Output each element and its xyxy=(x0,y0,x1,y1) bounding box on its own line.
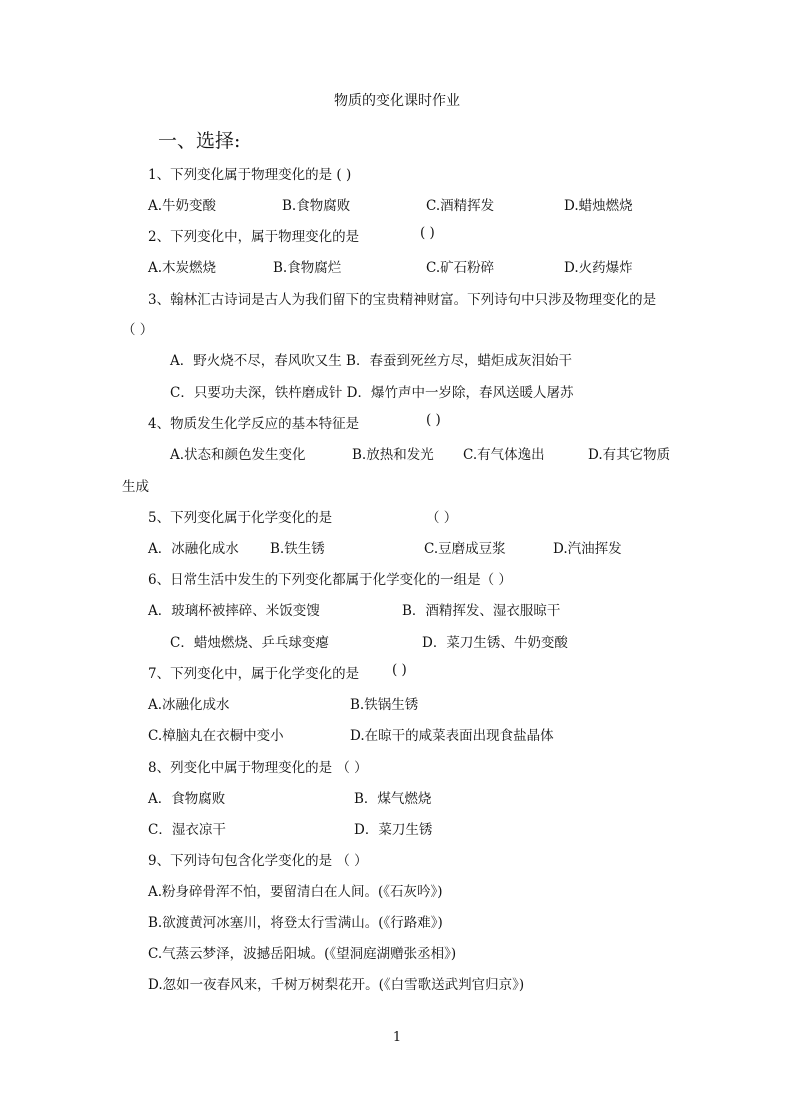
q8-option-d: D．菜刀生锈 xyxy=(354,822,433,838)
q5-option-c: C.豆磨成豆浆 xyxy=(424,541,506,557)
q8-option-c: C．湿衣凉干 xyxy=(148,822,226,838)
q7-option-c: C.樟脑丸在衣橱中变小 xyxy=(148,728,284,744)
question-5-stem: 5、下列变化属于化学变化的是 xyxy=(148,510,333,526)
q9-option-d: D.忽如一夜春风来，千树万树梨花开。(《白雪歌送武判官归京》) xyxy=(148,977,525,993)
q9-option-b: B.欲渡黄河冰塞川，将登太行雪满山。(《行路难》) xyxy=(148,915,443,931)
q9-option-c: C.气蒸云梦泽，波撼岳阳城。(《望洞庭湖赠张丞相》) xyxy=(148,946,457,962)
q4-option-c: C.有气体逸出 xyxy=(463,447,545,463)
q1-option-d: D.蜡烛燃烧 xyxy=(564,198,633,214)
q2-option-d: D.火药爆炸 xyxy=(564,260,633,276)
q2-option-c: C.矿石粉碎 xyxy=(426,260,495,276)
q6-option-c: C．蜡烛燃烧、乒乓球变瘪 xyxy=(170,635,329,651)
question-1-stem: 1、下列变化属于物理变化的是 ( ) xyxy=(148,167,352,183)
question-9-stem: 9、下列诗句包含化学变化的是 （ ） xyxy=(148,853,368,869)
q8-option-b: B．煤气燃烧 xyxy=(354,791,432,807)
q7-option-d: D.在晾干的咸菜表面出现食盐晶体 xyxy=(350,728,554,744)
q4-option-d: D.有其它物质 xyxy=(588,447,671,463)
q1-option-b: B.食物腐败 xyxy=(282,198,351,214)
document-title: 物质的变化课时作业 xyxy=(334,93,460,109)
question-7-stem: 7、下列变化中，属于化学变化的是 xyxy=(148,666,360,682)
q8-option-a: A．食物腐败 xyxy=(148,791,226,807)
q1-option-c: C.酒精挥发 xyxy=(426,198,495,214)
q2-option-b: B.食物腐烂 xyxy=(273,260,342,276)
question-3-stem: 3、翰林汇古诗词是古人为我们留下的宝贵精神财富。下列诗句中只涉及物理变化的是 xyxy=(148,292,657,308)
q5-option-d: D.汽油挥发 xyxy=(553,541,622,557)
question-6-stem: 6、日常生活中发生的下列变化都属于化学变化的一组是（ ） xyxy=(148,572,512,588)
question-4-answer-paren: ( ) xyxy=(426,412,441,428)
q5-option-a: A．冰融化成水 xyxy=(148,541,239,557)
question-5-answer-paren: （ ） xyxy=(426,510,458,526)
section-heading: 一、选择: xyxy=(158,130,241,152)
question-7-answer-paren: ( ) xyxy=(392,662,407,678)
page-number: 1 xyxy=(392,1030,402,1045)
q6-option-a: A．玻璃杯被摔碎、米饭变馊 xyxy=(148,603,320,619)
q6-option-b: B．酒精挥发、湿衣服晾干 xyxy=(402,603,561,619)
q1-option-a: A.牛奶变酸 xyxy=(148,198,217,214)
question-8-stem: 8、列变化中属于物理变化的是 （ ） xyxy=(148,760,368,776)
q4-option-a: A.状态和颜色发生变化 xyxy=(170,447,306,463)
question-2-stem: 2、下列变化中，属于物理变化的是 xyxy=(148,229,360,245)
q5-option-b: B.铁生锈 xyxy=(270,541,325,557)
q4-option-b: B.放热和发光 xyxy=(352,447,434,463)
question-3-answer-paren: （ ） xyxy=(122,322,154,338)
question-4-stem: 4、物质发生化学反应的基本特征是 xyxy=(148,416,360,432)
q6-option-d: D．菜刀生锈、牛奶变酸 xyxy=(422,635,568,651)
q9-option-a: A.粉身碎骨浑不怕，要留清白在人间。(《石灰吟》) xyxy=(148,884,443,900)
q2-option-a: A.木炭燃烧 xyxy=(148,260,217,276)
question-2-answer-paren: ( ) xyxy=(420,225,435,241)
q7-option-b: B.铁锅生锈 xyxy=(350,697,419,713)
q4-option-d-continuation: 生成 xyxy=(122,479,149,495)
q3-options-cd: C．只要功夫深，铁杵磨成针 D．爆竹声中一岁除，春风送暖人屠苏 xyxy=(170,385,574,401)
q3-options-ab: A．野火烧不尽，春风吹又生 B．春蚕到死丝方尽，蜡炬成灰泪始干 xyxy=(170,353,572,369)
q7-option-a: A.冰融化成水 xyxy=(148,697,230,713)
